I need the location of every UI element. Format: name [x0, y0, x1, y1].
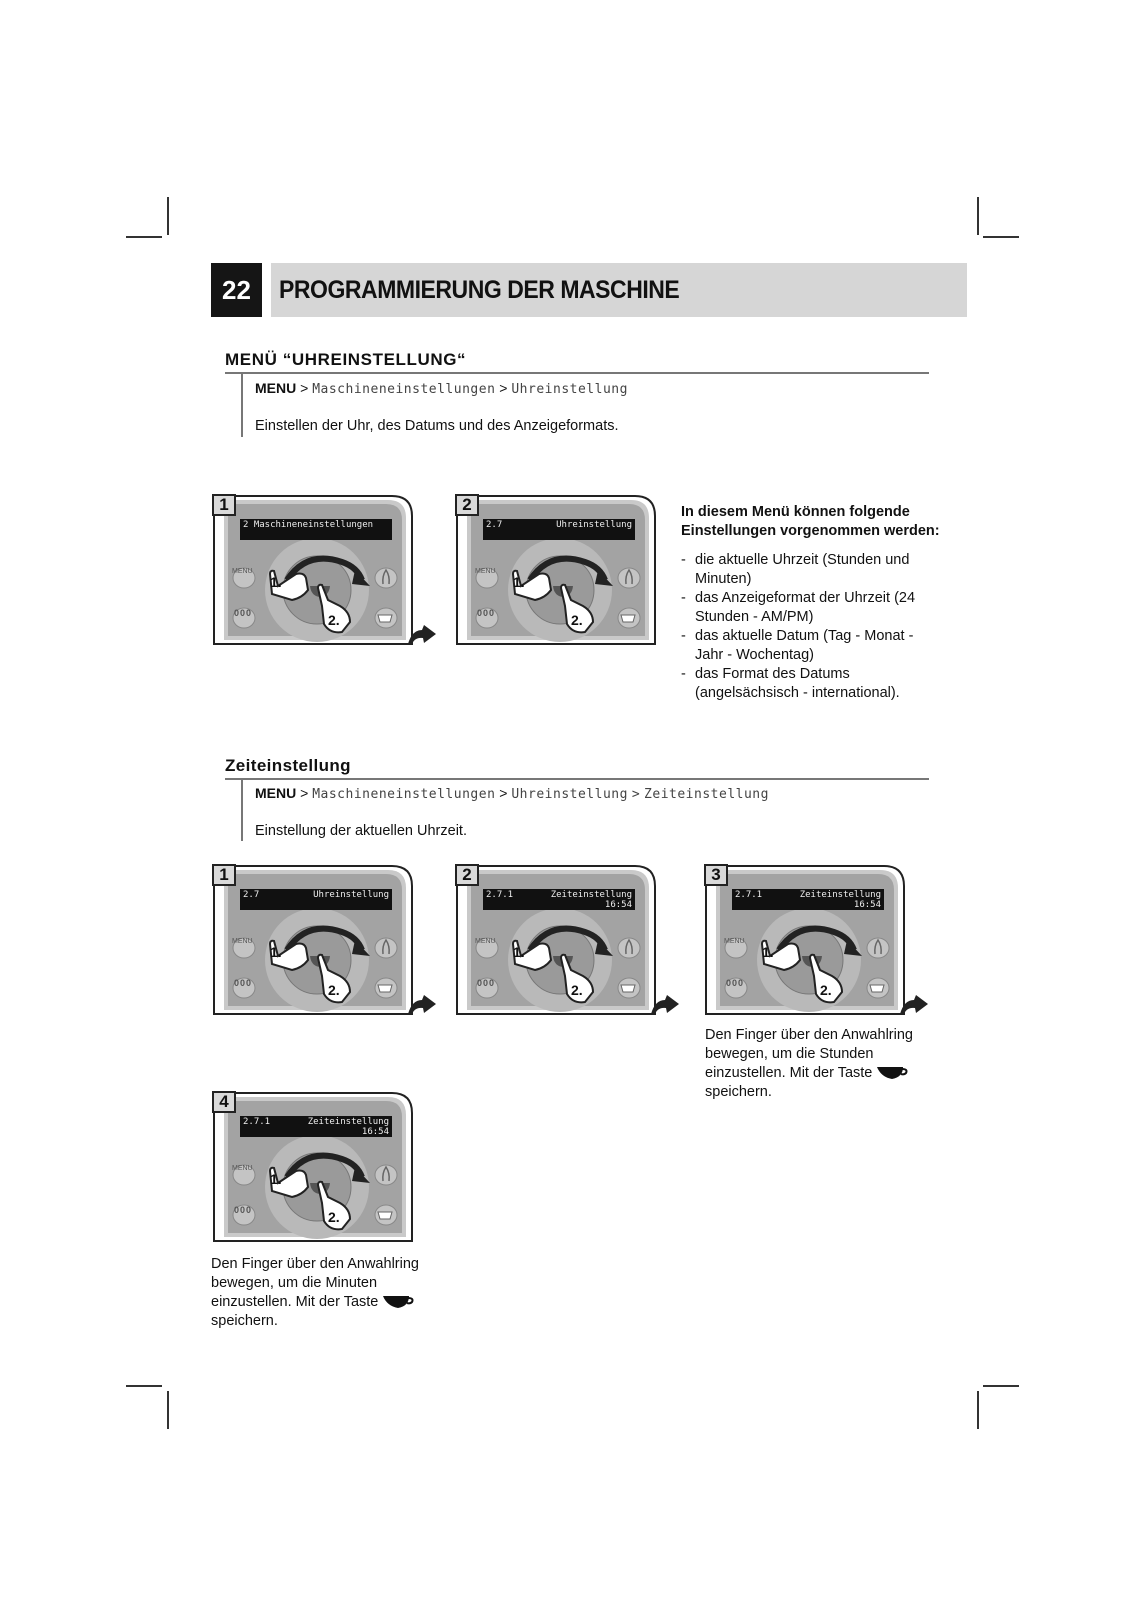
step-panel-3: [704, 864, 928, 1026]
cup-button-icon: [378, 1212, 392, 1219]
step-badge: 2: [455, 494, 479, 516]
menu-button: MENU: [475, 938, 496, 945]
menu-button: MENU: [232, 568, 253, 575]
hand-1-label: 1.: [513, 574, 525, 590]
list-item: - das Format des Datums (angelsächsisch - international).: [681, 665, 941, 703]
strength-button: 000: [726, 978, 745, 988]
lcd-code: 2.7: [486, 520, 503, 530]
lcd-time: 16:54: [853, 900, 881, 910]
step-badge: 3: [704, 864, 728, 886]
cup-button-icon: [378, 615, 392, 622]
lcd-display: [240, 519, 392, 540]
lcd-code: 2.7.1: [735, 890, 763, 900]
lcd-label: Uhreinstellung: [313, 890, 389, 900]
lcd-time: 16:54: [361, 1127, 389, 1137]
hand-2-label: 2.: [328, 1209, 340, 1225]
hand-2-label: 2.: [328, 612, 340, 628]
strength-button: 000: [234, 978, 253, 988]
strength-button: 000: [477, 608, 496, 618]
hand-1-label: 1.: [762, 944, 774, 960]
coffee-cup-icon: [382, 1294, 414, 1310]
section-vrule: [241, 779, 243, 841]
strength-button: 000: [234, 1205, 253, 1215]
menu-button: MENU: [232, 1165, 253, 1172]
list-item: - die aktuelle Uhrzeit (Stunden und Minuten): [681, 551, 941, 589]
hand-2-label: 2.: [571, 612, 583, 628]
section-vrule: [241, 373, 243, 437]
menu-button: MENU: [475, 568, 496, 575]
hand-1-label: 1.: [513, 944, 525, 960]
step-panel-4: [212, 1091, 436, 1253]
lcd-label: Zeiteinstellung: [307, 1117, 389, 1127]
step-badge: 2: [455, 864, 479, 886]
caption-minutes: Den Finger über den Anwahlring bewegen, um die Minuten einzustellen. Mit der Taste speichern.: [211, 1256, 419, 1329]
strength-button: 000: [477, 978, 496, 988]
hand-2-label: 2.: [328, 982, 340, 998]
settings-info: [681, 503, 941, 703]
lcd-code: 2.7.1: [486, 890, 514, 900]
lcd-label: Uhreinstellung: [556, 520, 632, 530]
section-rule: [225, 372, 929, 374]
step-badge: 1: [212, 494, 236, 516]
lcd-display: [732, 889, 884, 910]
list-item: - das Anzeigeformat der Uhrzeit (24 Stunden - AM/PM): [681, 589, 941, 627]
section-title-clock-menu: MENÜ “UHREINSTELLUNG“: [225, 350, 467, 369]
hand-1-label: 1.: [270, 944, 282, 960]
lcd-time: 16:54: [604, 900, 632, 910]
coffee-cup-icon: [876, 1065, 908, 1081]
hand-2-label: 2.: [571, 982, 583, 998]
lcd-label: Zeiteinstellung: [799, 890, 881, 900]
lcd-code: 2.7: [243, 890, 260, 900]
lcd-display: [240, 889, 392, 910]
cup-button-icon: [870, 985, 884, 992]
hand-1-label: 1.: [270, 1171, 282, 1187]
cup-button-icon: [621, 985, 635, 992]
lcd-code: 2 Maschineneinstellungen: [243, 520, 374, 530]
cup-button-icon: [378, 985, 392, 992]
section-title-time: Zeiteinstellung: [225, 756, 351, 775]
list-item: - das aktuelle Datum (Tag - Monat - Jahr - Wochentag): [681, 627, 941, 665]
section-description: Einstellung der aktuellen Uhrzeit.: [255, 823, 467, 839]
step-panel-2: [455, 494, 679, 656]
lcd-display: [483, 889, 635, 910]
section-description: Einstellen der Uhr, des Datums und des Anzeigeformats.: [255, 418, 619, 434]
step-panel-1: [212, 864, 436, 1026]
menu-button: MENU: [724, 938, 745, 945]
cup-button-icon: [621, 615, 635, 622]
step-badge: 1: [212, 864, 236, 886]
strength-button: 000: [234, 608, 253, 618]
lcd-display: [483, 519, 635, 540]
settings-info-heading: In diesem Menü können folgende Einstellungen vorgenommen werden:: [681, 504, 940, 539]
lcd-label: Zeiteinstellung: [550, 890, 632, 900]
menu-button: MENU: [232, 938, 253, 945]
step-panel-1: [212, 494, 436, 656]
step-panel-2: [455, 864, 679, 1026]
hand-2-label: 2.: [820, 982, 832, 998]
menu-path-clock: MENU > Maschineneinstellungen > Uhreinstellung: [255, 380, 628, 397]
page-title: PROGRAMMIERUNG DER MASCHINE: [279, 276, 680, 304]
page-number: 22: [211, 263, 262, 317]
caption-hours: Den Finger über den Anwahlring bewegen, um die Stunden einzustellen. Mit der Taste speichern.: [705, 1027, 913, 1100]
lcd-display: [240, 1116, 392, 1137]
section-rule: [225, 778, 929, 780]
step-badge: 4: [212, 1091, 236, 1113]
menu-path-time: MENU > Maschineneinstellungen > Uhreinstellung > Zeiteinstellung: [255, 785, 769, 802]
lcd-code: 2.7.1: [243, 1117, 271, 1127]
hand-1-label: 1.: [270, 574, 282, 590]
